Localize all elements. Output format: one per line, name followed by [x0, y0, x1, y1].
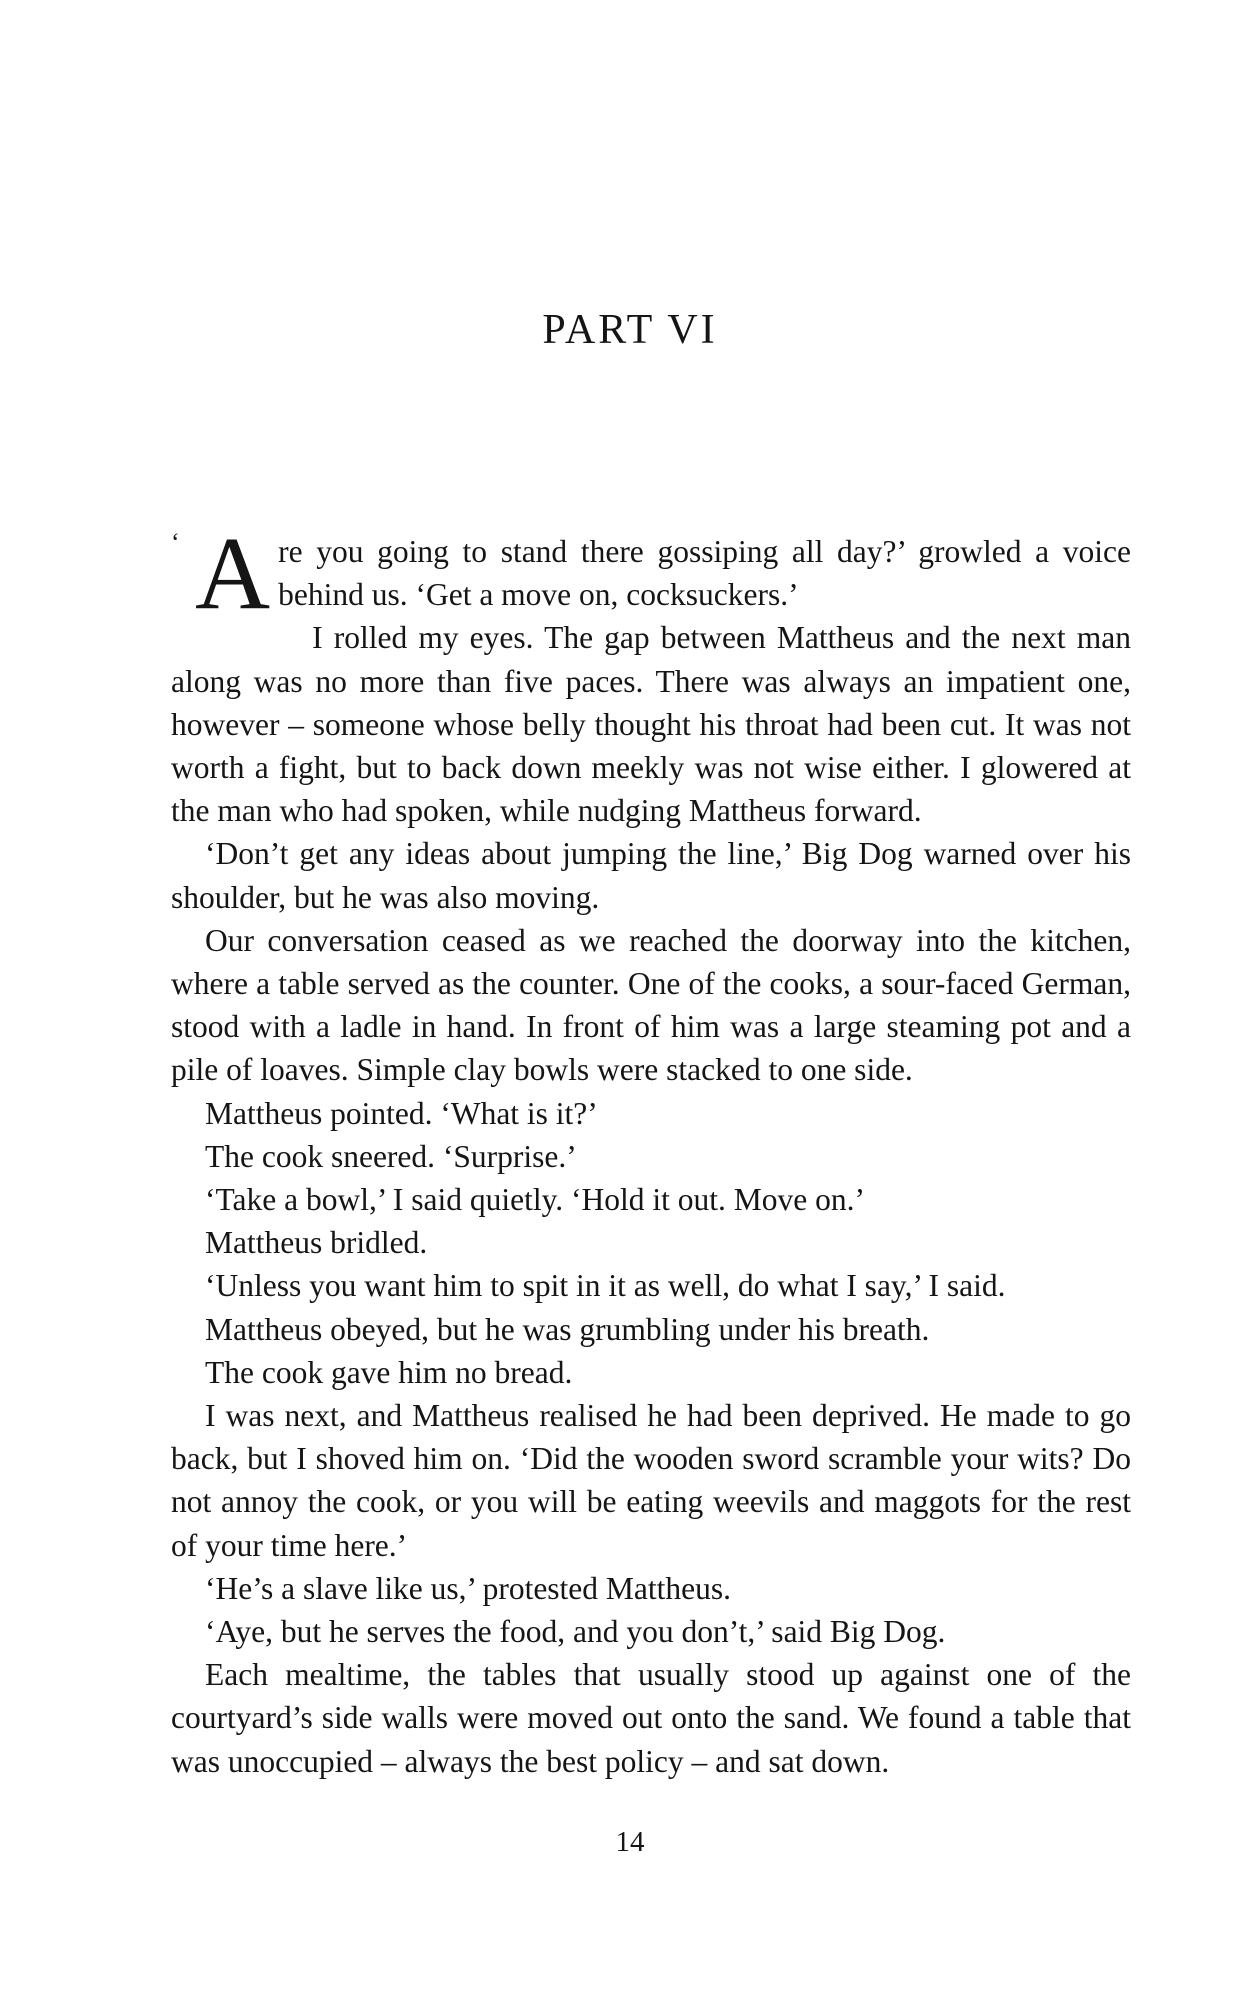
paragraph: I rolled my eyes. The gap between Mattheus and the next man along was no more than five paces. There was always an impatient one, however – someone whose belly thought his throat had been cut. It was not worth a fight, but to back down meekly was not wise either. I glowered at the man who had spoken, while nudging Mattheus forward. — [171, 620, 1131, 829]
paragraph: ‘Take a bowl,’ I said quietly. ‘Hold it out. Move on.’ — [205, 1182, 866, 1218]
drop-cap: A — [195, 516, 271, 631]
opening-quote-mark: ‘ — [171, 528, 180, 557]
paragraph: Each mealtime, the tables that usually stood up against one of the courtyard’s side walls were moved out onto the sand. We found a table that was unoccupied – always the best policy – and sat down. — [171, 1657, 1131, 1779]
paragraph: ‘He’s a slave like us,’ protested Mattheus. — [205, 1570, 732, 1606]
paragraph: The cook gave him no bread. — [205, 1354, 573, 1390]
paragraph: Our conversation ceased as we reached the doorway into the kitchen, where a table served as the counter. One of the cooks, a sour-faced German, stood with a ladle in hand. In front of him was a large steaming pot and a pile of loaves. Simple clay bowls were stacked to one side. — [171, 922, 1131, 1088]
paragraph: Mattheus obeyed, but he was grumbling under his breath. — [205, 1311, 930, 1347]
paragraph: ‘Unless you want him to spit in it as well, do what I say,’ I said. — [205, 1268, 1006, 1304]
paragraph: Mattheus bridled. — [205, 1225, 428, 1261]
paragraph: ‘Don’t get any ideas about jumping the line,’ Big Dog warned over his shoulder, but he was also moving. — [171, 836, 1131, 915]
paragraph: The cook sneered. ‘Surprise.’ — [205, 1138, 577, 1174]
paragraph: Mattheus pointed. ‘What is it?’ — [205, 1095, 598, 1131]
part-title: PART VI — [542, 307, 718, 353]
opening-text: re you going to stand there gossiping all day?’ growled a voice behind us. ‘Get a move on, cocksuckers.’ — [278, 534, 1131, 613]
body-text — [171, 516, 1131, 1783]
paragraph: I was next, and Mattheus realised he had been deprived. He made to go back, but I shoved him on. ‘Did the wooden sword scramble your wits? Do not annoy the cook, or you will be eating weevils and maggots for the rest of your time here.’ — [171, 1398, 1131, 1563]
paragraph: ‘Aye, but he serves the food, and you don’t,’ said Big Dog. — [205, 1614, 946, 1650]
opening-paragraph — [171, 516, 1131, 631]
page-number: 14 — [615, 1826, 645, 1858]
